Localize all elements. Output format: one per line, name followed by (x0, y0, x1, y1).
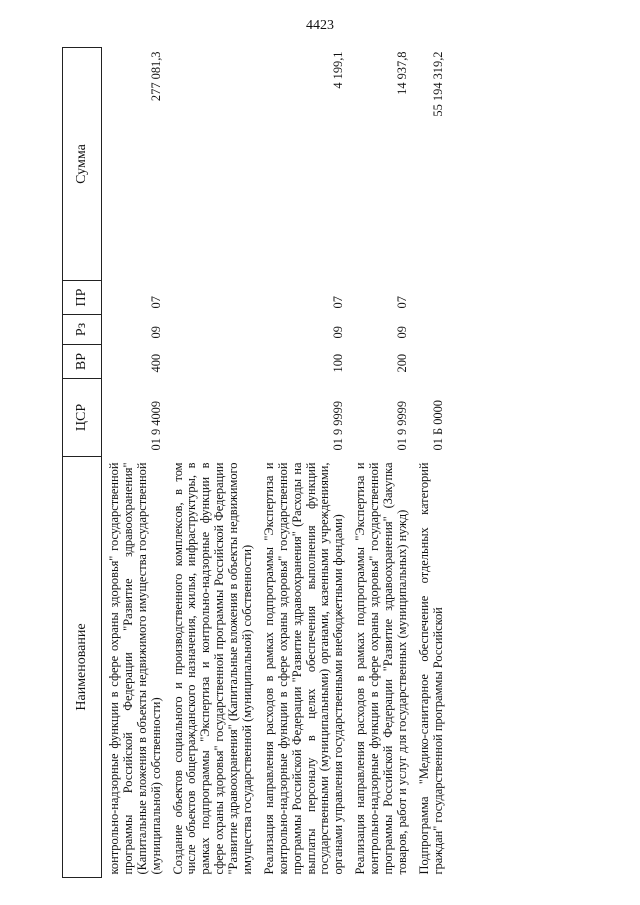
row-rz (166, 315, 257, 345)
row-rz (412, 315, 448, 345)
row-sum: 277 081,3 (148, 51, 163, 102)
table-row (348, 48, 412, 878)
row-vr: 400 (148, 353, 163, 373)
row-csr: 01 9 9999 (394, 400, 409, 451)
header-vr: ВР (63, 345, 102, 379)
row-name: контрольно-надзорные функции в сфере охраны здоровья" государственной программы Российской Федерации "Развитие здравоохранения" (Капитальные вложения в объекты недвижимого имущества государственной (муниципальной) собственности) (107, 462, 163, 875)
budget-table (62, 47, 448, 878)
row-sum (166, 48, 257, 281)
row-pr (412, 281, 448, 315)
table-row (257, 48, 348, 878)
header-sum: Сумма (63, 48, 102, 281)
header-pr: ПР (63, 281, 102, 315)
row-rz: 09 (148, 326, 163, 339)
header-rz: Рз (63, 315, 102, 345)
page-number: 4423 (306, 18, 334, 33)
row-rz: 09 (331, 326, 346, 339)
row-rz: 09 (394, 326, 409, 339)
table-row (166, 48, 257, 878)
header-name: Наименование (63, 457, 102, 878)
row-name: Реализация направления расходов в рамках подпрограммы "Экспертиза и контрольно-надзорные функции в сфере охраны здоровья" государственной программы Российской Федерации "Развитие здравоохранения" (Закупка товаров, работ и услуг для государственных (муниципальных) нужд) (353, 462, 409, 875)
row-pr (166, 281, 257, 315)
row-sum: 14 937,8 (394, 51, 409, 95)
row-name: Реализация направления расходов в рамках подпрограммы "Экспертиза и контрольно-надзорные функции в сфере охраны здоровья" государственной программы Российской Федерации "Развитие здравоохранения" (Расходы на выплаты персоналу в целях обеспечения выполнения функций государственными (муниципальными) органами, казенными учреждениями, органами управления государственными внебюджетными фондами) (261, 462, 346, 875)
row-csr: 01 9 9999 (331, 400, 346, 451)
row-pr: 07 (148, 296, 163, 309)
table-header-row (63, 48, 102, 878)
row-name: Создание объектов социального и производственного комплексов, в том числе объектов общегражданского назначения, жилья, инфраструктуры, в рамках подпрограммы "Экспертиза и контрольно-надзорные функции в сфере охраны здоровья" государственной программы Российской Федерации "Развитие здравоохранения" (Капитальные вложения в объекты недвижимого имущества государственной (муниципальной) собственности) (170, 462, 255, 875)
row-csr: 01 Б 0000 (430, 400, 445, 451)
row-pr: 07 (331, 296, 346, 309)
table-row (412, 48, 448, 878)
row-vr (412, 345, 448, 379)
row-name: Подпрограмма "Медико-санитарное обеспечение отдельных категорий граждан" государственной программы Российской (416, 462, 445, 875)
row-csr (166, 379, 257, 457)
row-sum: 55 194 319,2 (430, 51, 445, 117)
row-pr: 07 (394, 296, 409, 309)
budget-table-rotated (62, 48, 620, 878)
row-vr: 200 (394, 353, 409, 373)
row-vr (166, 345, 257, 379)
header-csr: ЦСР (63, 379, 102, 457)
row-vr: 100 (331, 353, 346, 373)
table-row (102, 48, 166, 878)
row-sum: 4 199,1 (331, 51, 346, 89)
row-csr: 01 9 4009 (148, 400, 163, 451)
